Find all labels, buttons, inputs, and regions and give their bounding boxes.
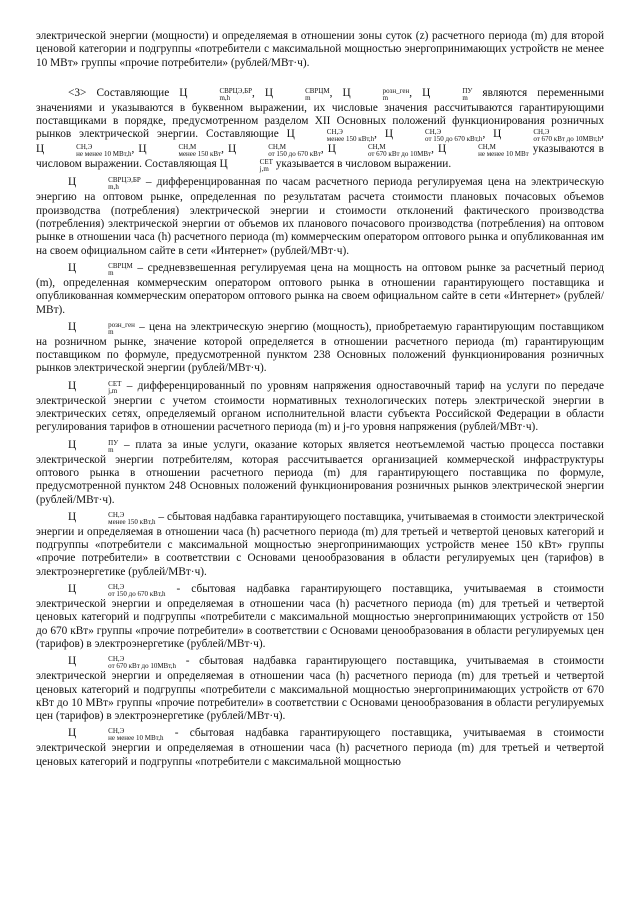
note-body-text: являются переменными значениями и указываются в буквенном выражении, их числовые значения рассчитываются гарантирующими поставщиками в порядке, предусмотренном разделом XII Основных положений функционирования розничных рынков электрической энергии. Составляющие — [36, 86, 604, 141]
symbol-c-sn-m-150-670: Ц СН,М от 150 до 670 кВт — [228, 143, 321, 159]
definition-symbol: Ц СН,Э от 670 кВт до 10МВт,h — [68, 655, 177, 671]
definition-text: - сбытовая надбавка гарантирующего поставщика, учитываемая в стоимости электрической энергии и определяемая в отношении часа (h) расчетного периода (m) для третьей и четвертой ценовых категорий и подгруппы «потребители с максимальной мощностью энергопринимающих устройств от 150 до 670 кВт» группы «прочие потребители» в соответствии с Основами ценообразования в области регулируемых цен (тарифов) в электроэнергетике (рублей/МВт·ч). — [36, 583, 604, 650]
definition-text: - сбытовая надбавка гарантирующего поставщика, учитываемая в стоимости электрической энергии и определяемая в отношении часа (h) расчетного периода (m) для третьей и четвертой ценовых категорий и подгруппы «потребители с максимальной мощностью — [36, 727, 604, 768]
definition-symbol: Ц СН,Э менее 150 кВт,h — [68, 510, 156, 526]
definition-symbol: Ц СЕТ j,m — [68, 379, 122, 395]
definition-text: – дифференцированный по уровням напряжения одноставочный тариф на услуги по передаче электрической энергии с учетом стоимости нормативных технологических потерь электрической энергии в электрических сетях, определяемый органом исполнительной власти субъекта Российской Федерации в области регулирования тарифов в отношении расчетного периода (m) и j-го уровня напряжения (рублей/МВт·ч). — [36, 379, 604, 434]
note-3-paragraph: <3> Составляющие Ц СВРЦЭ,БР m,h , Ц СВРЦМ m , Ц розн_ген m , Ц ПУ m являются переменными значениями и указываются в буквенном выражении, их числовые значения рассчитываются гарантирующими поставщиками в порядке, предусмотренном разделом XII Основных положений функционирования розничных рынков электрической энергии. Составляющие Ц СН,Э менее 150 кВт,h , Ц СН,Э от 150 до 670 кВт,h , Ц СН,Э от 670 кВт до 10МВт,h , Ц СН,Э не менее 10 МВт,h , Ц СН,М менее 150 кВт , Ц СН,М от 150 до 670 кВт , Ц СН,М от 670 кВт до 10МВт , Ц СН,М не менее 10 МВт указываются в числовом выражении. Составляющая Ц СЕТ j,m указывается в числовом выражении. — [36, 86, 604, 174]
definition-c-svrcm — [36, 262, 604, 317]
definition-text: – средневзвешенная регулируемая цена на мощность на оптовом рынке за расчетный период (m), определенная коммерческим оператором оптового рынка в отношении гарантирующего поставщика и опубликованная коммерческим оператором оптового рынка на своем официальном сайте в сети «Интернет» (рублей/МВт). — [36, 261, 604, 316]
definition-c-sn-e-150-670 — [36, 583, 604, 651]
symbol-c-pu: Ц ПУ m — [422, 86, 473, 102]
definition-text: – сбытовая надбавка гарантирующего поставщика, учитываемая в стоимости электрической энергии и определяемая в отношении часа (h) расчетного периода (m) для третьей и четвертой ценовых категорий и подгруппы «потребители с максимальной мощностью энергопринимающих устройств менее 150 кВт» группы «прочие потребители» в соответствии с Основами ценообразования в области регулируемых цен (тарифов) в электроэнергетике (рублей/МВт·ч). — [36, 510, 604, 578]
note-tail-end: указывается в числовом выражении. — [275, 158, 452, 171]
definition-symbol: Ц СН,Э не менее 10 МВт,h — [68, 727, 164, 743]
symbol-c-sn-e-ge10: Ц СН,Э не менее 10 МВт,h — [36, 143, 132, 159]
definition-c-sn-e-lt150 — [36, 511, 604, 579]
symbol-c-sn-e-670-10: Ц СН,Э от 670 кВт до 10МВт,h — [493, 128, 602, 144]
definition-symbol: Ц СВРЦМ m — [68, 261, 133, 277]
definition-symbol: Ц ПУ m — [68, 438, 119, 454]
definition-text: – плата за иные услуги, оказание которых является неотъемлемой частью процесса поставки электрической энергии потребителям, которая рассчитывается организацией коммерческой инфраструктуры оптового рынка в отношении расчетного периода (m) для гарантирующего поставщика по формуле, предусмотренной пунктом 248 Основных положений функционирования розничных рынков электрической энергии (рублей/МВт·ч). — [36, 438, 604, 506]
note-tail-text: указываются в числовом выражении. Составляющая — [36, 143, 604, 171]
definition-symbol: Ц СН,Э от 150 до 670 кВт,h — [68, 583, 166, 599]
definition-c-set — [36, 380, 604, 435]
definition-c-rozn-gen — [36, 321, 604, 376]
definition-text: – дифференцированная по часам расчетного периода регулируемая цена на электрическую энергию на оптовом рынке, определенная по результатам расчета стоимости плановых почасовых объемов производства (потребления) электрической энергии и стоимости отклонений фактического производства (потребления) электрической энергии от объемов их планового почасового производства (потребления) на оптовом рынке в отношении часа (h) расчетного периода (m) коммерческим оператором оптового рынка и опубликованная им на своем официальном сайте в сети «Интернет» (рублей/МВт·ч). — [36, 176, 605, 257]
definition-c-sn-e-ge10 — [36, 727, 604, 769]
symbol-c-sn-m-ge10: Ц СН,М не менее 10 МВт — [437, 143, 529, 159]
definition-text: - сбытовая надбавка гарантирующего поставщика, учитываемая в стоимости электрической энергии и определяемая в отношении часа (h) расчетного периода (m) для третьей и четвертой ценовых категорий и подгруппы «потребители с максимальной мощностью энергопринимающих устройств от 670 кВт до 10 МВт» группы «прочие потребители» в соответствии с Основами ценообразования в области регулируемых цен (тарифов) в электроэнергетике (рублей/МВт·ч). — [36, 655, 605, 723]
definition-c-svrce-br — [36, 176, 604, 257]
definition-symbol: Ц розн_ген m — [68, 320, 135, 336]
symbol-c-sn-m-lt150: Ц СН,М менее 150 кВт — [138, 143, 222, 159]
definition-c-sn-e-670-10 — [36, 655, 604, 723]
symbol-c-rozn-gen: Ц розн_ген m — [342, 86, 410, 102]
definition-c-pu — [36, 439, 604, 507]
symbol-c-sn-e-150-670: Ц СН,Э от 150 до 670 кВт,h — [384, 128, 483, 144]
symbol-c-set: Ц СЕТ j,m — [219, 158, 273, 174]
symbol-c-sn-m-670-10: Ц СН,М от 670 кВт до 10МВт — [327, 143, 432, 159]
note-lead-text: Составляющие — [96, 86, 170, 99]
symbol-c-svrce-br: Ц СВРЦЭ,БР m,h — [179, 86, 253, 102]
symbol-c-svrcm: Ц СВРЦМ m — [264, 86, 330, 102]
definition-symbol: Ц СВРЦЭ,БР m,h — [68, 176, 141, 192]
note-marker: <3> — [68, 86, 87, 99]
symbol-c-sn-e-lt150: Ц СН,Э менее 150 кВт,h — [286, 128, 375, 144]
definition-text: – цена на электрическую энергию (мощность), приобретаемую гарантирующим поставщиком на розничном рынке, значение которой определяется в отношении расчетного периода (m) гарантирующим поставщиком по формуле, предусмотренной пунктом 238 Основных положений функционирования розничных рынков электрической энергии (рублей/МВт·ч). — [36, 320, 604, 375]
intro-paragraph: электрической энергии (мощности) и определяемая в отношении зоны суток (z) расчетного периода (m) для второй ценовой категории и подгруппы «потребители с максимальной мощностью энергопринимающих устройств не менее 10 МВт» группы «прочие потребители» (рублей/МВт·ч). — [36, 30, 604, 69]
